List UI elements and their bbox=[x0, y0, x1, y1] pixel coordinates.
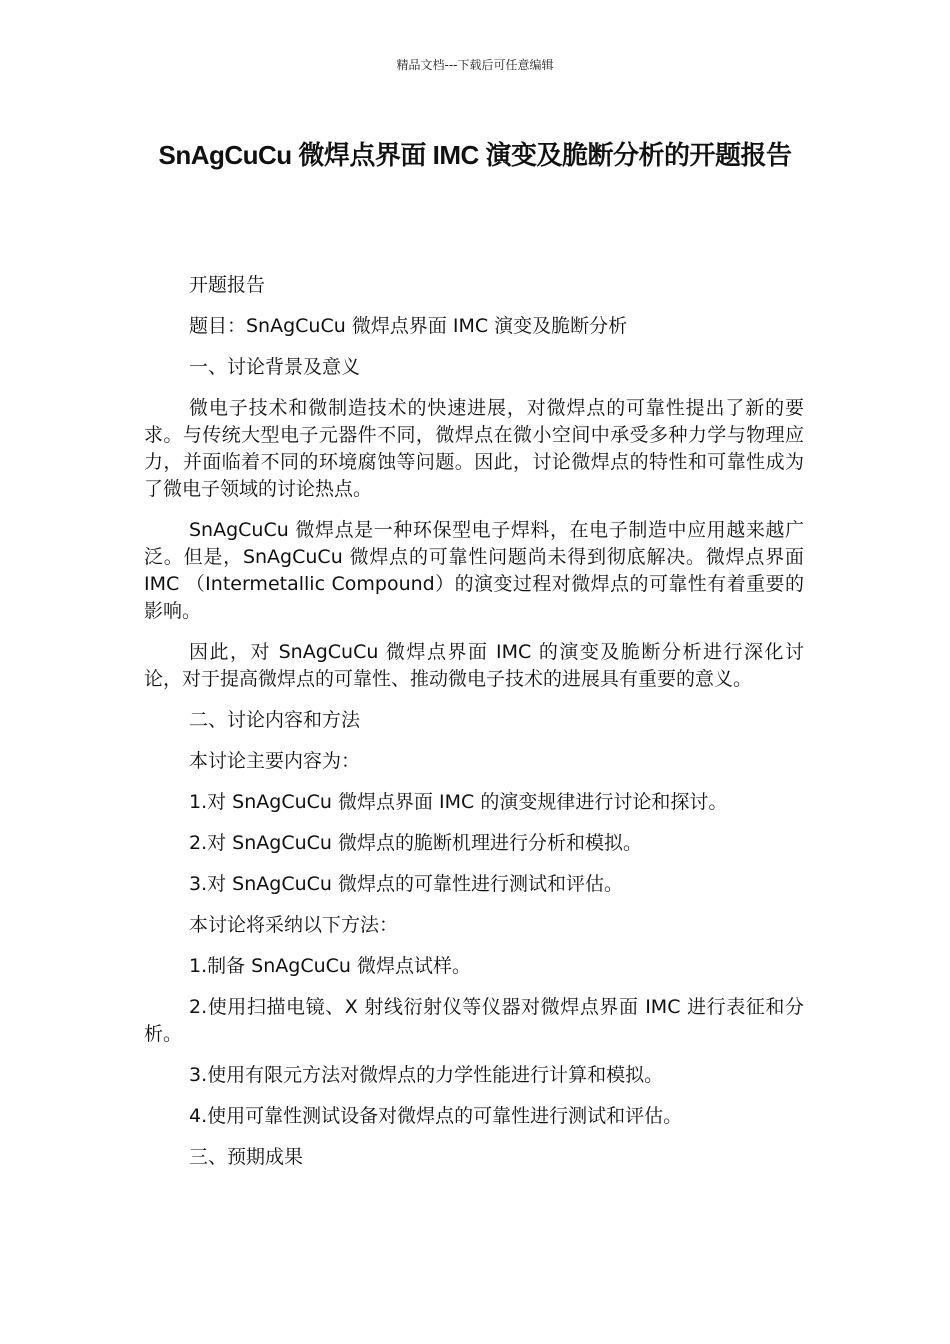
document-body bbox=[144, 272, 804, 1185]
list-item-method-2: 2.使用扫描电镜、X 射线衍射仪等仪器对微焊点界面 IMC 进行表征和分析。 bbox=[144, 996, 804, 1045]
paragraph-content-intro: 本讨论主要内容为： bbox=[189, 750, 361, 772]
page-header: 精品文档---下载后可任意编辑 bbox=[396, 58, 554, 72]
section-heading-background: 一、讨论背景及意义 bbox=[189, 356, 361, 378]
list-item-method-3: 3.使用有限元方法对微焊点的力学性能进行计算和模拟。 bbox=[189, 1064, 664, 1086]
list-item-content-2: 2.对 SnAgCuCu 微焊点的脆断机理进行分析和模拟。 bbox=[189, 832, 642, 854]
document-title: SnAgCuCu 微焊点界面 IMC 演变及脆断分析的开题报告 bbox=[158, 140, 792, 170]
list-item-method-4: 4.使用可靠性测试设备对微焊点的可靠性进行测试和评估。 bbox=[189, 1105, 683, 1127]
paragraph-background-1: 微电子技术和微制造技术的快速进展，对微焊点的可靠性提出了新的要求。与传统大型电子元器件不同，微焊点在微小空间中承受多种力学与物理应力，并面临着不同的环境腐蚀等问题。因此，讨论微焊点的特性和可靠性成为了微电子领域的讨论热点。 bbox=[144, 397, 804, 500]
list-item-method-1: 1.制备 SnAgCuCu 微焊点试样。 bbox=[189, 955, 471, 977]
paragraph-methods-intro: 本讨论将采纳以下方法： bbox=[189, 914, 399, 936]
section-heading-expected-results: 三、预期成果 bbox=[189, 1146, 304, 1168]
paragraph-background-3: 因此，对 SnAgCuCu 微焊点界面 IMC 的演变及脆断分析进行深化讨论，对于提高微焊点的可靠性、推动微电子技术的进展具有重要的意义。 bbox=[144, 641, 804, 690]
list-item-content-1: 1.对 SnAgCuCu 微焊点界面 IMC 的演变规律进行讨论和探讨。 bbox=[189, 791, 728, 813]
list-item-content-3: 3.对 SnAgCuCu 微焊点的可靠性进行测试和评估。 bbox=[189, 873, 623, 895]
paragraph-report-label: 开题报告 bbox=[189, 274, 266, 296]
paragraph-topic: 题目：SnAgCuCu 微焊点界面 IMC 演变及脆断分析 bbox=[189, 315, 628, 337]
paragraph-background-2: SnAgCuCu 微焊点是一种环保型电子焊料，在电子制造中应用越来越广泛。但是，SnAgCuCu 微焊点的可靠性问题尚未得到彻底解决。微焊点界面 IMC （Intermetallic Compound）的演变过程对微焊点的可靠性有着重要的影响。 bbox=[144, 519, 804, 622]
section-heading-content-methods: 二、讨论内容和方法 bbox=[189, 709, 361, 731]
